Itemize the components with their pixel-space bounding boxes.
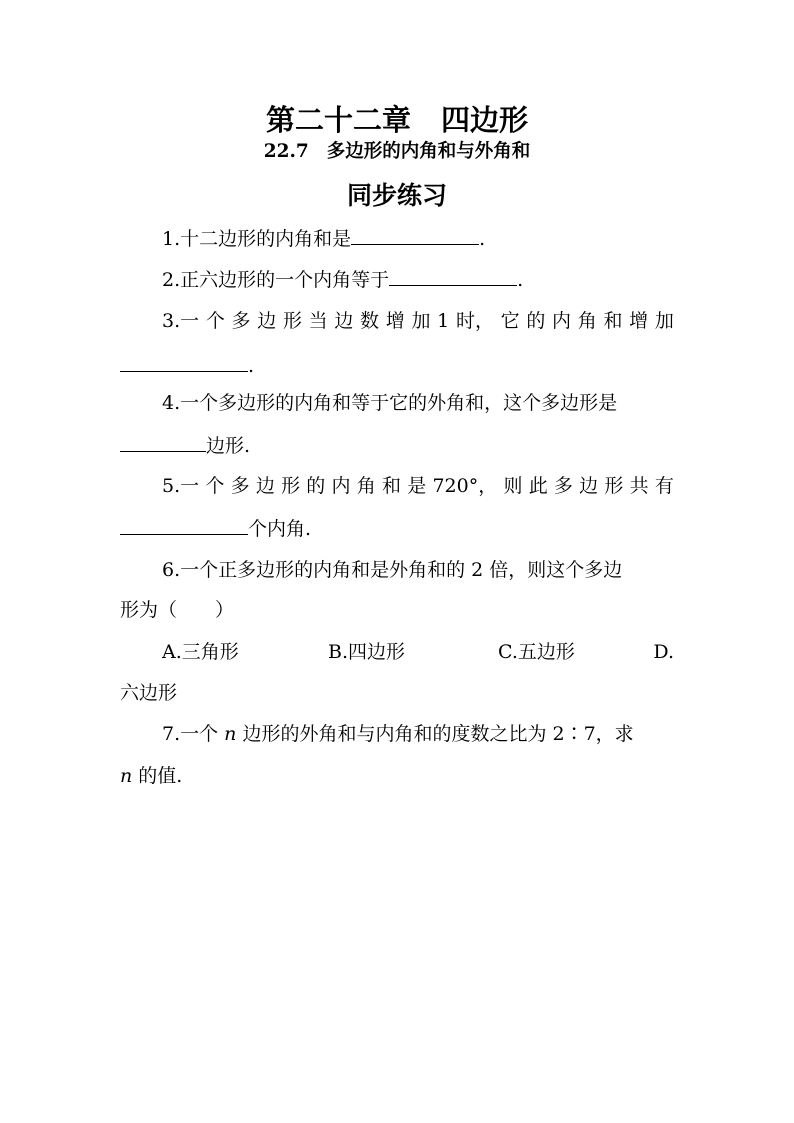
question-4-line-1: 4.一个多边形的内角和等于它的外角和，这个多边形是	[162, 392, 618, 414]
q3-char: 边	[257, 310, 277, 332]
question-2	[120, 266, 674, 292]
question-5-line-2	[120, 515, 674, 541]
question-7-text-a: 7.一个	[162, 723, 225, 745]
question-7-line-1	[120, 722, 674, 746]
q5-char: 角	[356, 475, 376, 497]
option-d[interactable]: D.	[653, 641, 674, 663]
question-4-after-blank: 边形.	[206, 435, 251, 457]
question-4-line-2	[120, 432, 674, 458]
option-b[interactable]: B.四边形	[328, 641, 406, 663]
answer-blank-3[interactable]	[120, 352, 248, 372]
q3-char: 增	[385, 310, 405, 332]
q3-char: 边	[334, 310, 354, 332]
q3-char: 数	[360, 310, 380, 332]
q3-char: 角	[577, 310, 597, 332]
q3-char: 多	[231, 310, 251, 332]
option-d-continuation: 六边形	[120, 682, 178, 704]
q3-char: 1	[437, 310, 450, 332]
question-7-line-2	[120, 764, 674, 788]
q3-char: 个	[205, 310, 225, 332]
q3-char: 加	[411, 310, 431, 332]
q5-char: 是	[407, 475, 427, 497]
section-title	[120, 137, 674, 163]
answer-blank-5[interactable]	[120, 515, 248, 535]
practice-title: 同步练习	[346, 181, 447, 210]
question-6-line-2: 形为（ ）	[120, 599, 235, 621]
answer-blank-4[interactable]	[120, 432, 206, 452]
section-name: 多边形的内角和与外角和	[326, 141, 531, 162]
q5-char: 和	[382, 475, 402, 497]
q5-char: 多	[553, 475, 573, 497]
q5-char: 边	[255, 475, 275, 497]
question-3-line-1	[120, 309, 674, 333]
variable-n: n	[120, 765, 133, 787]
q3-char: 时，	[455, 310, 494, 332]
q3-char: 形	[282, 310, 302, 332]
option-c[interactable]: C.五边形	[498, 641, 575, 663]
question-3-line-2	[120, 352, 674, 378]
q5-char: 形	[281, 475, 301, 497]
q5-char: 内	[331, 475, 351, 497]
q5-char: 形	[604, 475, 624, 497]
question-7-line-2-text: 的值.	[132, 765, 183, 787]
q5-char: 5.一	[162, 475, 200, 497]
q3-char: 加	[654, 310, 674, 332]
answer-blank-2[interactable]	[389, 266, 517, 286]
question-1-text: 1.十二边形的内角和是	[162, 228, 352, 250]
q5-char: 720°，	[432, 475, 498, 497]
question-2-text: 2.正六边形的一个内角等于	[162, 269, 390, 291]
question-3-end: .	[248, 355, 255, 377]
question-6-line-1: 6.一个正多边形的内角和是外角和的 2 倍，则这个多边	[162, 559, 623, 581]
q5-char: 则	[503, 475, 523, 497]
variable-n: n	[224, 723, 237, 745]
q5-char: 有	[654, 475, 674, 497]
q3-char: 和	[603, 310, 623, 332]
question-1-end: .	[479, 228, 486, 250]
q3-char: 当	[308, 310, 328, 332]
q5-char: 此	[528, 475, 548, 497]
section-number: 22.7	[263, 141, 309, 162]
answer-blank-1[interactable]	[351, 225, 479, 245]
chapter-title	[120, 98, 674, 139]
question-5-line-1	[120, 474, 674, 498]
q3-char: 增	[629, 310, 649, 332]
q5-char: 的	[306, 475, 326, 497]
question-7-text-b: 边形的外角和与内角和的度数之比为 2∶7，求	[236, 723, 634, 745]
q3-char: 的	[526, 310, 546, 332]
q5-char: 边	[579, 475, 599, 497]
question-2-end: .	[517, 269, 524, 291]
q3-char: 内	[552, 310, 572, 332]
q3-char: 它	[500, 310, 520, 332]
chapter-topic: 四边形	[441, 103, 529, 137]
q5-char: 多	[230, 475, 250, 497]
option-a[interactable]: A.三角形	[162, 641, 239, 663]
q5-char: 共	[629, 475, 649, 497]
question-5-after-blank: 个内角.	[248, 518, 312, 540]
q5-char: 个	[205, 475, 225, 497]
question-1	[120, 225, 674, 251]
chapter-number: 第二十二章	[265, 103, 411, 137]
q3-char: 3.一	[162, 310, 200, 332]
